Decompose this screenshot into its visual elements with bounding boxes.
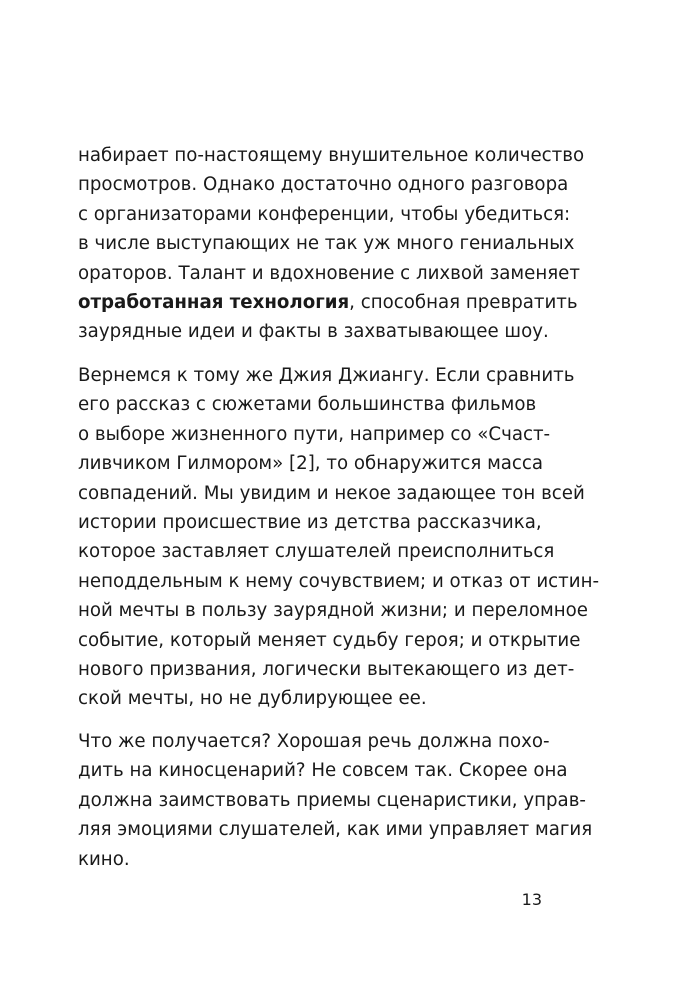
text-line: Вернемся к тому же Джия Джиангу. Если сравнить [78, 365, 575, 386]
text-line-with-emphasis [78, 288, 578, 317]
text-line-rest: , способная превратить [349, 291, 578, 313]
paragraph-2 [78, 361, 600, 714]
text-line: должна заимствовать приемы сценаристики, управ- [78, 789, 586, 811]
text-line: ской мечты, но не дублирующее ее. [78, 688, 427, 710]
text-line: кино. [78, 848, 130, 870]
text-line: ляя эмоциями слушателей, как ими управляет магия [78, 819, 593, 841]
text-line: Что же получается? Хорошая речь должна похо- [78, 731, 550, 752]
text-line: событие, который меняет судьбу героя; и открытие [78, 629, 581, 651]
text-line: нового призвания, логически вытекающего из дет- [78, 658, 575, 680]
text-line: неподдельным к нему сочувствием; и отказ от истин- [78, 570, 600, 592]
text-line: просмотров. Однако достаточно одного разговора [78, 174, 569, 196]
text-line: заурядные идеи и факты в захватывающее шоу. [78, 321, 549, 343]
text-line: ливчиком Гилмором» [2], то обнаружится масса [78, 453, 544, 475]
paragraph-3 [78, 727, 593, 874]
paragraph-1 [78, 141, 585, 347]
text-line: его рассказ с сюжетами большинства фильмов [78, 394, 537, 416]
text-line: в числе выступающих не так уж много гениальных [78, 233, 575, 255]
text-line: дить на киносценарий? Не совсем так. Скорее она [78, 760, 568, 782]
text-line: о выборе жизненного пути, например со «Счаст- [78, 423, 551, 445]
text-line: ораторов. Талант и вдохновение с лихвой заменяет [78, 262, 580, 284]
text-line: набирает по-настоящему внушительное количество [78, 145, 585, 166]
bold-term: отработанная технология [78, 291, 350, 313]
text-line: совпадений. Мы увидим и некое задающее тон всей [78, 482, 585, 504]
page-number: 13 [521, 890, 542, 909]
text-line: с организаторами конференции, чтобы убедиться: [78, 203, 571, 225]
text-line: которое заставляет слушателей преисполниться [78, 541, 555, 563]
text-line: истории происшествие из детства рассказчика, [78, 511, 542, 533]
text-line: ной мечты в пользу заурядной жизни; и переломное [78, 600, 588, 622]
